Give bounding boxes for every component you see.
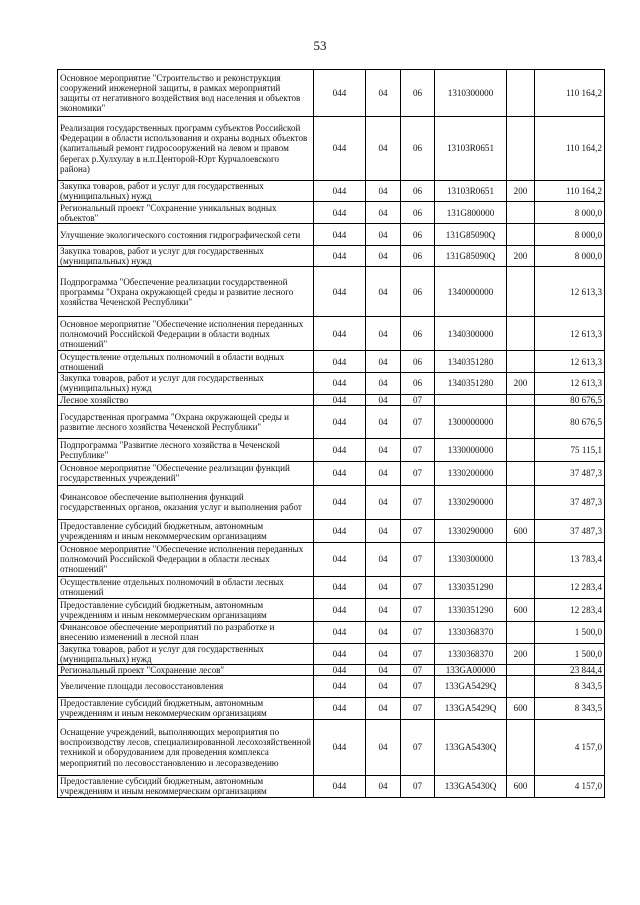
row-code: 044 [314,70,366,117]
table-row [58,576,605,598]
row-section: 04 [366,246,401,267]
row-subsection: 07 [401,675,435,697]
row-code: 044 [314,519,366,542]
row-expense-type [507,542,535,576]
row-code: 044 [314,598,366,621]
row-name: Закупка товаров, работ и услуг для государственных (муниципальных) нужд [58,373,314,394]
row-target-article: 1330368370 [435,643,507,664]
row-expense-type [507,224,535,246]
row-amount: 80 676,5 [535,405,605,438]
row-subsection: 06 [401,246,435,267]
table-row [58,267,605,317]
row-section: 04 [366,664,401,675]
row-subsection: 07 [401,542,435,576]
row-name: Региональный проект "Сохранение уникальных водных объектов" [58,202,314,224]
row-code: 044 [314,542,366,576]
row-expense-type [507,719,535,775]
row-code: 044 [314,394,366,405]
row-amount: 1 500,0 [535,621,605,643]
row-subsection: 06 [401,317,435,351]
row-amount: 37 487,3 [535,519,605,542]
row-section: 04 [366,117,401,181]
row-name: Предоставление субсидий бюджетным, автономным учреждениям и иным некоммерческим организациям [58,598,314,621]
row-subsection: 07 [401,519,435,542]
row-section: 04 [366,542,401,576]
table-row [58,246,605,267]
row-code: 044 [314,719,366,775]
row-target-article: 133GA5429Q [435,697,507,719]
table-row [58,598,605,621]
row-section: 04 [366,598,401,621]
row-target-article: 133GA5429Q [435,675,507,697]
row-name: Предоставление субсидий бюджетным, автономным учреждениям и иным некоммерческим организациям [58,519,314,542]
row-target-article: 1330300000 [435,542,507,576]
row-code: 044 [314,461,366,485]
row-subsection: 06 [401,351,435,373]
table-row [58,438,605,461]
row-target-article: 1340351280 [435,351,507,373]
row-code: 044 [314,485,366,519]
table-row [58,373,605,394]
row-section: 04 [366,519,401,542]
row-expense-type [507,117,535,181]
row-target-article: 1330351290 [435,576,507,598]
row-target-article: 1330200000 [435,461,507,485]
row-code: 044 [314,246,366,267]
table-row [58,719,605,775]
row-subsection: 07 [401,598,435,621]
row-target-article: 1330290000 [435,519,507,542]
row-code: 044 [314,224,366,246]
row-name: Увеличение площади лесовосстановления [58,675,314,697]
row-name: Финансовое обеспечение мероприятий по разработке и внесению изменений в лесной план [58,621,314,643]
row-section: 04 [366,697,401,719]
row-section: 04 [366,70,401,117]
row-target-article: 1330290000 [435,485,507,519]
row-code: 044 [314,202,366,224]
row-subsection: 06 [401,373,435,394]
row-amount: 37 487,3 [535,461,605,485]
table-row [58,317,605,351]
row-expense-type: 600 [507,519,535,542]
row-expense-type [507,461,535,485]
row-expense-type [507,351,535,373]
row-amount: 4 157,0 [535,775,605,797]
row-section: 04 [366,267,401,317]
row-code: 044 [314,351,366,373]
row-name: Основное мероприятие "Обеспечение исполнения переданных полномочий Российской Федерации в области лесных отношений" [58,542,314,576]
row-amount: 8 000,0 [535,224,605,246]
row-amount: 4 157,0 [535,719,605,775]
row-code: 044 [314,405,366,438]
row-expense-type [507,70,535,117]
row-amount: 13 783,4 [535,542,605,576]
row-code: 044 [314,775,366,797]
row-section: 04 [366,405,401,438]
row-name: Закупка товаров, работ и услуг для государственных (муниципальных) нужд [58,643,314,664]
row-section: 04 [366,643,401,664]
row-code: 044 [314,576,366,598]
row-subsection: 07 [401,775,435,797]
row-subsection: 07 [401,719,435,775]
table-row [58,485,605,519]
row-target-article: 133GA5430Q [435,775,507,797]
table-row [58,181,605,202]
table-row [58,643,605,664]
row-name: Подпрограмма "Развитие лесного хозяйства в Чеченской Республике" [58,438,314,461]
table-row [58,461,605,485]
row-target-article: 131G800000 [435,202,507,224]
row-subsection: 06 [401,181,435,202]
row-section: 04 [366,351,401,373]
row-expense-type [507,485,535,519]
row-name: Осуществление отдельных полномочий в области лесных отношений [58,576,314,598]
row-expense-type: 200 [507,246,535,267]
row-amount: 1 500,0 [535,643,605,664]
row-target-article: 1340351280 [435,373,507,394]
row-code: 044 [314,621,366,643]
table-row [58,394,605,405]
row-amount: 12 613,3 [535,267,605,317]
row-amount: 8 343,5 [535,697,605,719]
row-subsection: 07 [401,576,435,598]
row-subsection: 06 [401,70,435,117]
row-name: Лесное хозяйство [58,394,314,405]
row-amount: 110 164,2 [535,181,605,202]
row-expense-type [507,438,535,461]
row-section: 04 [366,224,401,246]
row-target-article: 131G85090Q [435,224,507,246]
row-amount: 80 676,5 [535,394,605,405]
budget-table-body [58,70,605,798]
row-expense-type [507,202,535,224]
row-target-article: 1330368370 [435,621,507,643]
row-amount: 110 164,2 [535,117,605,181]
row-subsection: 06 [401,202,435,224]
row-target-article: 1340300000 [435,317,507,351]
row-target-article: 1310300000 [435,70,507,117]
row-code: 044 [314,697,366,719]
row-expense-type: 600 [507,697,535,719]
row-subsection: 07 [401,643,435,664]
row-code: 044 [314,373,366,394]
row-amount: 12 613,3 [535,373,605,394]
row-subsection: 07 [401,394,435,405]
row-section: 04 [366,181,401,202]
row-target-article: 13103R0651 [435,117,507,181]
table-row [58,405,605,438]
row-expense-type [507,317,535,351]
row-name: Финансовое обеспечение выполнения функций государственных органов, оказания услуг и выполнения работ [58,485,314,519]
row-name: Основное мероприятие "Обеспечение реализации функций государственных учреждений" [58,461,314,485]
row-target-article: 1340000000 [435,267,507,317]
row-section: 04 [366,373,401,394]
row-section: 04 [366,775,401,797]
row-amount: 37 487,3 [535,485,605,519]
row-section: 04 [366,675,401,697]
row-target-article [435,394,507,405]
row-amount: 12 283,4 [535,598,605,621]
row-amount: 8 000,0 [535,246,605,267]
row-amount: 12 613,3 [535,317,605,351]
row-subsection: 07 [401,438,435,461]
row-name: Подпрограмма "Обеспечение реализации государственной программы "Охрана окружающей среды и развитие лесного хозяйства Чеченской Республики" [58,267,314,317]
row-name: Основное мероприятие "Строительство и реконструкция сооружений инженерной защиты, в рамках мероприятий защиты от негативного воздействия вод населения и объектов экономики" [58,70,314,117]
row-expense-type [507,621,535,643]
row-code: 044 [314,643,366,664]
row-code: 044 [314,181,366,202]
table-row [58,664,605,675]
row-target-article: 1330000000 [435,438,507,461]
table-row [58,675,605,697]
table-row [58,775,605,797]
table-row [58,542,605,576]
row-name: Основное мероприятие "Обеспечение исполнения переданных полномочий Российской Федерации в области водных отношений" [58,317,314,351]
row-name: Предоставление субсидий бюджетным, автономным учреждениям и иным некоммерческим организациям [58,775,314,797]
row-subsection: 06 [401,224,435,246]
table-row [58,117,605,181]
row-name: Региональный проект "Сохранение лесов" [58,664,314,675]
row-name: Предоставление субсидий бюджетным, автономным учреждениям и иным некоммерческим организациям [58,697,314,719]
row-subsection: 06 [401,267,435,317]
row-code: 044 [314,267,366,317]
row-expense-type [507,576,535,598]
table-row [58,621,605,643]
table-row [58,519,605,542]
row-code: 044 [314,117,366,181]
row-code: 044 [314,438,366,461]
budget-table [57,69,605,798]
row-subsection: 07 [401,461,435,485]
row-section: 04 [366,461,401,485]
row-section: 04 [366,621,401,643]
row-expense-type: 200 [507,373,535,394]
row-amount: 23 844,4 [535,664,605,675]
row-target-article: 131G85090Q [435,246,507,267]
row-subsection: 06 [401,117,435,181]
row-target-article: 1300000000 [435,405,507,438]
row-section: 04 [366,394,401,405]
row-name: Реализация государственных программ субъектов Российской Федерации в области использования и охраны водных объектов (капитальный ремонт гидросооружений на левом и правом берегах р.Хулхулау в н.п.Центорой-Юрт Курчалоевского района) [58,117,314,181]
row-target-article: 1330351290 [435,598,507,621]
row-section: 04 [366,317,401,351]
row-expense-type: 600 [507,775,535,797]
row-code: 044 [314,317,366,351]
row-code: 044 [314,664,366,675]
row-code: 044 [314,675,366,697]
row-expense-type [507,267,535,317]
row-section: 04 [366,202,401,224]
row-amount: 110 164,2 [535,70,605,117]
row-amount: 12 283,4 [535,576,605,598]
row-expense-type [507,405,535,438]
row-subsection: 07 [401,664,435,675]
row-name: Государственная программа "Охрана окружающей среды и развитие лесного хозяйства Чеченской Республики" [58,405,314,438]
row-expense-type: 600 [507,598,535,621]
row-target-article: 13103R0651 [435,181,507,202]
row-section: 04 [366,576,401,598]
row-name: Закупка товаров, работ и услуг для государственных (муниципальных) нужд [58,181,314,202]
row-subsection: 07 [401,621,435,643]
table-row [58,202,605,224]
row-expense-type: 200 [507,181,535,202]
row-expense-type [507,664,535,675]
row-target-article: 133GA00000 [435,664,507,675]
row-section: 04 [366,719,401,775]
row-subsection: 07 [401,697,435,719]
table-row [58,697,605,719]
row-subsection: 07 [401,405,435,438]
row-section: 04 [366,485,401,519]
page-number: 53 [313,38,327,53]
row-amount: 75 115,1 [535,438,605,461]
row-name: Осуществление отдельных полномочий в области водных отношений [58,351,314,373]
row-expense-type [507,394,535,405]
row-name: Закупка товаров, работ и услуг для государственных (муниципальных) нужд [58,246,314,267]
row-amount: 12 613,3 [535,351,605,373]
row-expense-type: 200 [507,643,535,664]
row-subsection: 07 [401,485,435,519]
row-name: Улучшение экологического состояния гидрографической сети [58,224,314,246]
row-amount: 8 343,5 [535,675,605,697]
row-section: 04 [366,438,401,461]
table-row [58,224,605,246]
row-name: Оснащение учреждений, выполняющих мероприятия по воспроизводству лесов, специализированной лесохозяйственной техникой и оборудованием для проведения комплекса мероприятий по лесовосстановлению и лесоразведению [58,719,314,775]
row-target-article: 133GA5430Q [435,719,507,775]
table-row [58,351,605,373]
row-expense-type [507,675,535,697]
row-amount: 8 000,0 [535,202,605,224]
table-row [58,70,605,117]
